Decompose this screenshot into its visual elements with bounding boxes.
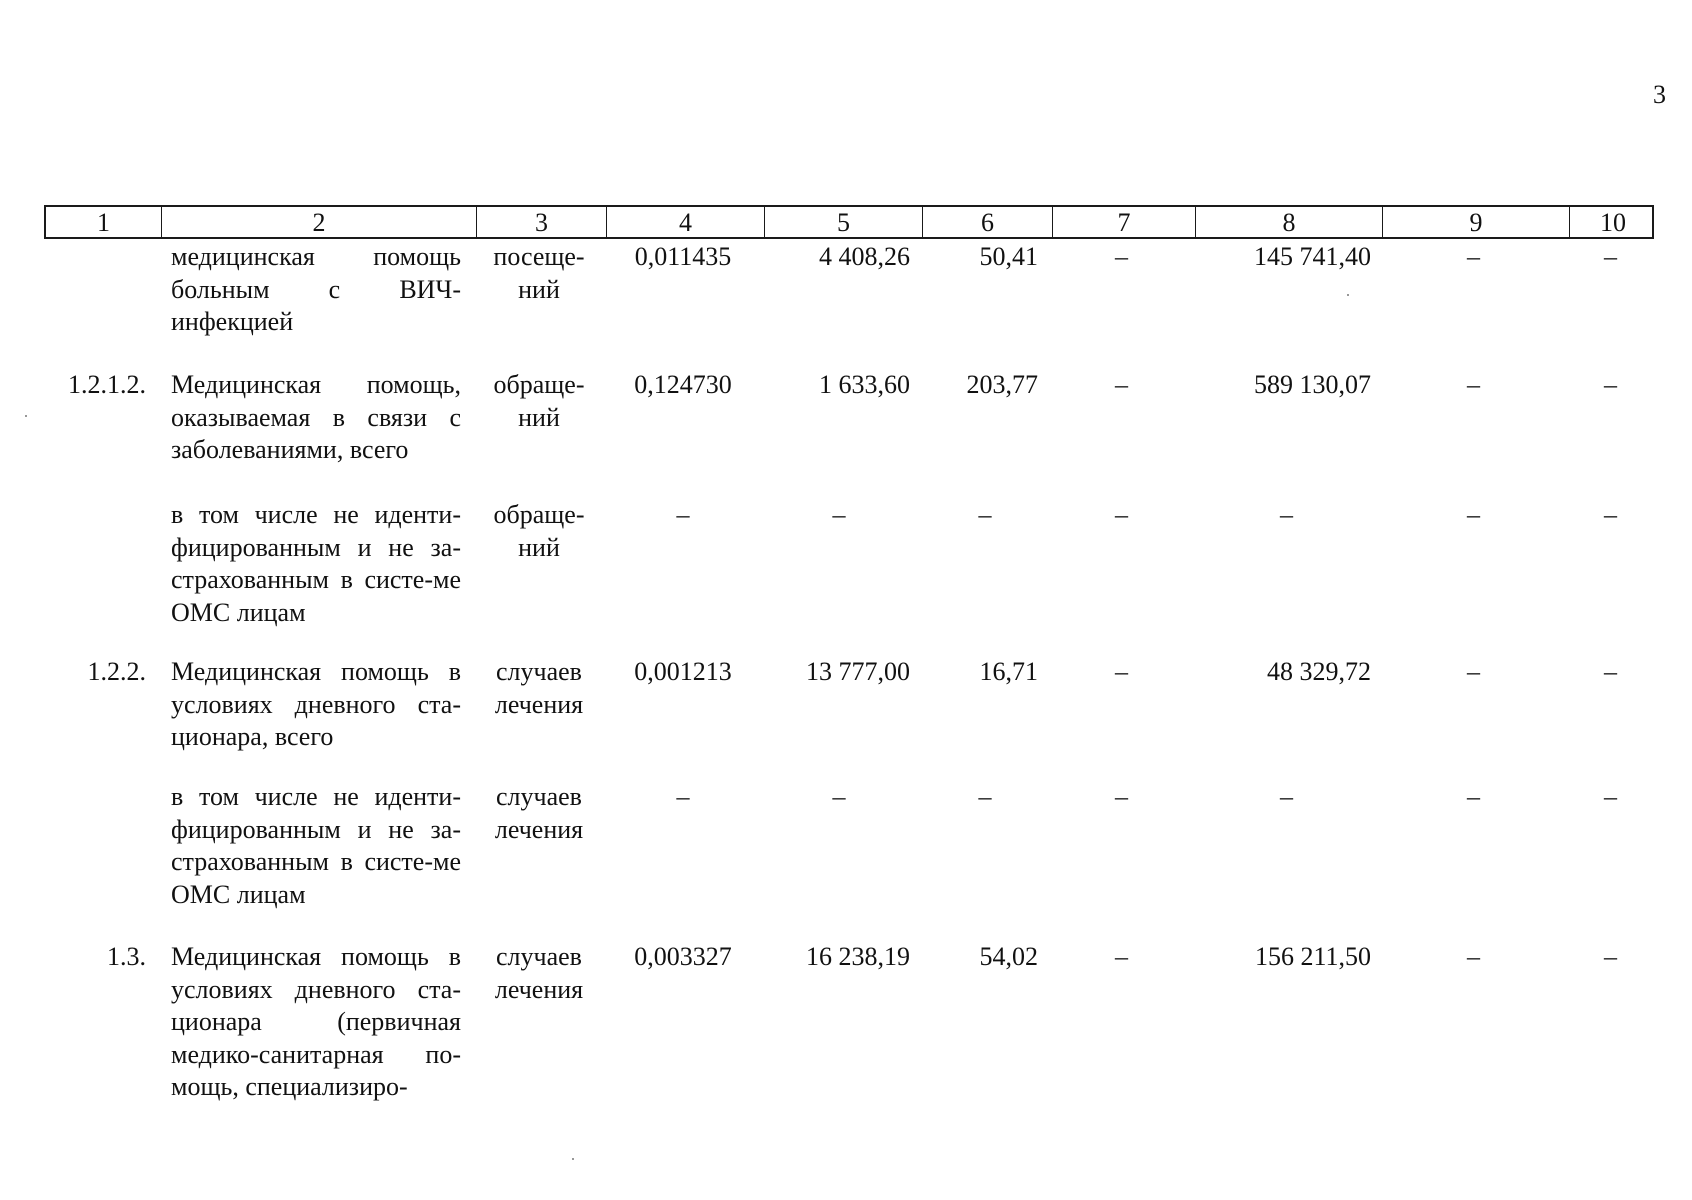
- row-col4: 0,124730: [634, 370, 732, 399]
- row-id: 1.3.: [107, 942, 146, 971]
- row-col10: –: [1604, 370, 1617, 399]
- header-col-7: 7: [1052, 207, 1195, 237]
- row-col4: 0,001213: [634, 657, 732, 686]
- row-description: Медицинская помощь в условиях дневного ста-ционара, всего: [171, 657, 461, 751]
- header-col-5: 5: [764, 207, 922, 237]
- row-unit: обраще- ний: [493, 500, 585, 562]
- row-col6: 54,02: [979, 942, 1038, 971]
- header-col-2: 2: [161, 207, 476, 237]
- row-col8: 156 211,50: [1254, 942, 1371, 971]
- row-col10: –: [1604, 942, 1617, 971]
- row-col10: –: [1604, 500, 1617, 529]
- row-col5: 13 777,00: [806, 657, 910, 686]
- row-col6: –: [978, 782, 992, 811]
- header-col-4: 4: [606, 207, 764, 237]
- row-col8: 145 741,40: [1254, 242, 1371, 271]
- table-header-row: [44, 205, 1654, 239]
- header-col-1: 1: [97, 208, 110, 237]
- row-col7: –: [1115, 370, 1128, 399]
- scan-speck: [25, 415, 27, 417]
- row-col8: 48 329,72: [1267, 657, 1371, 686]
- row-col9: –: [1467, 370, 1480, 399]
- row-description: Медицинская помощь, оказываемая в связи с заболеваниями, всего: [171, 370, 461, 464]
- page-number: 3: [1653, 80, 1666, 109]
- row-description: медицинская помощь больным с ВИЧ-инфекцией: [171, 242, 461, 336]
- row-id: 1.2.1.2.: [68, 370, 146, 399]
- row-col4: –: [676, 500, 690, 529]
- row-description: Медицинская помощь в условиях дневного ста-ционара (первичная медико-санитарная по-мощь, специализиро-: [171, 942, 461, 1101]
- row-col6: 50,41: [979, 242, 1038, 271]
- row-unit: случаев лечения: [494, 782, 584, 844]
- scan-speck: [572, 1158, 574, 1160]
- row-col5: 4 408,26: [819, 242, 910, 271]
- row-col8: 589 130,07: [1254, 370, 1371, 399]
- row-col10: –: [1604, 242, 1617, 271]
- row-col5: 1 633,60: [819, 370, 910, 399]
- row-col6: 203,77: [966, 370, 1038, 399]
- row-col4: 0,011435: [634, 242, 732, 271]
- row-col9: –: [1467, 500, 1480, 529]
- row-unit: случаев лечения: [494, 942, 584, 1004]
- row-col5: –: [832, 500, 846, 529]
- row-col5: –: [832, 782, 846, 811]
- row-description: в том числе не иденти-фицированным и не за-страхованным в систе-ме ОМС лицам: [171, 500, 461, 627]
- scan-speck: [1347, 294, 1349, 296]
- row-col10: –: [1604, 657, 1617, 686]
- row-id: 1.2.2.: [87, 657, 146, 686]
- header-col-10: 10: [1569, 207, 1656, 237]
- row-col9: –: [1467, 942, 1480, 971]
- header-col-8: 8: [1195, 207, 1382, 237]
- row-col8: –: [1280, 500, 1293, 529]
- row-col7: –: [1115, 942, 1128, 971]
- row-col7: –: [1115, 657, 1128, 686]
- row-unit: обраще- ний: [493, 370, 585, 432]
- header-col-3: 3: [476, 207, 606, 237]
- row-col9: –: [1467, 242, 1480, 271]
- row-col9: –: [1467, 782, 1480, 811]
- header-col-6: 6: [922, 207, 1052, 237]
- row-description: в том числе не иденти-фицированным и не за-страхованным в систе-ме ОМС лицам: [171, 782, 461, 909]
- row-col10: –: [1604, 782, 1617, 811]
- header-col-9: 9: [1382, 207, 1569, 237]
- row-col6: 16,71: [979, 657, 1038, 686]
- row-col4: 0,003327: [634, 942, 732, 971]
- row-col7: –: [1115, 782, 1128, 811]
- row-col9: –: [1467, 657, 1480, 686]
- row-unit: посеще- ний: [493, 242, 585, 304]
- row-col5: 16 238,19: [806, 942, 910, 971]
- row-col4: –: [676, 782, 690, 811]
- row-unit: случаев лечения: [494, 657, 584, 719]
- row-col8: –: [1280, 782, 1293, 811]
- row-col7: –: [1115, 500, 1128, 529]
- row-col7: –: [1115, 242, 1128, 271]
- row-col6: –: [978, 500, 992, 529]
